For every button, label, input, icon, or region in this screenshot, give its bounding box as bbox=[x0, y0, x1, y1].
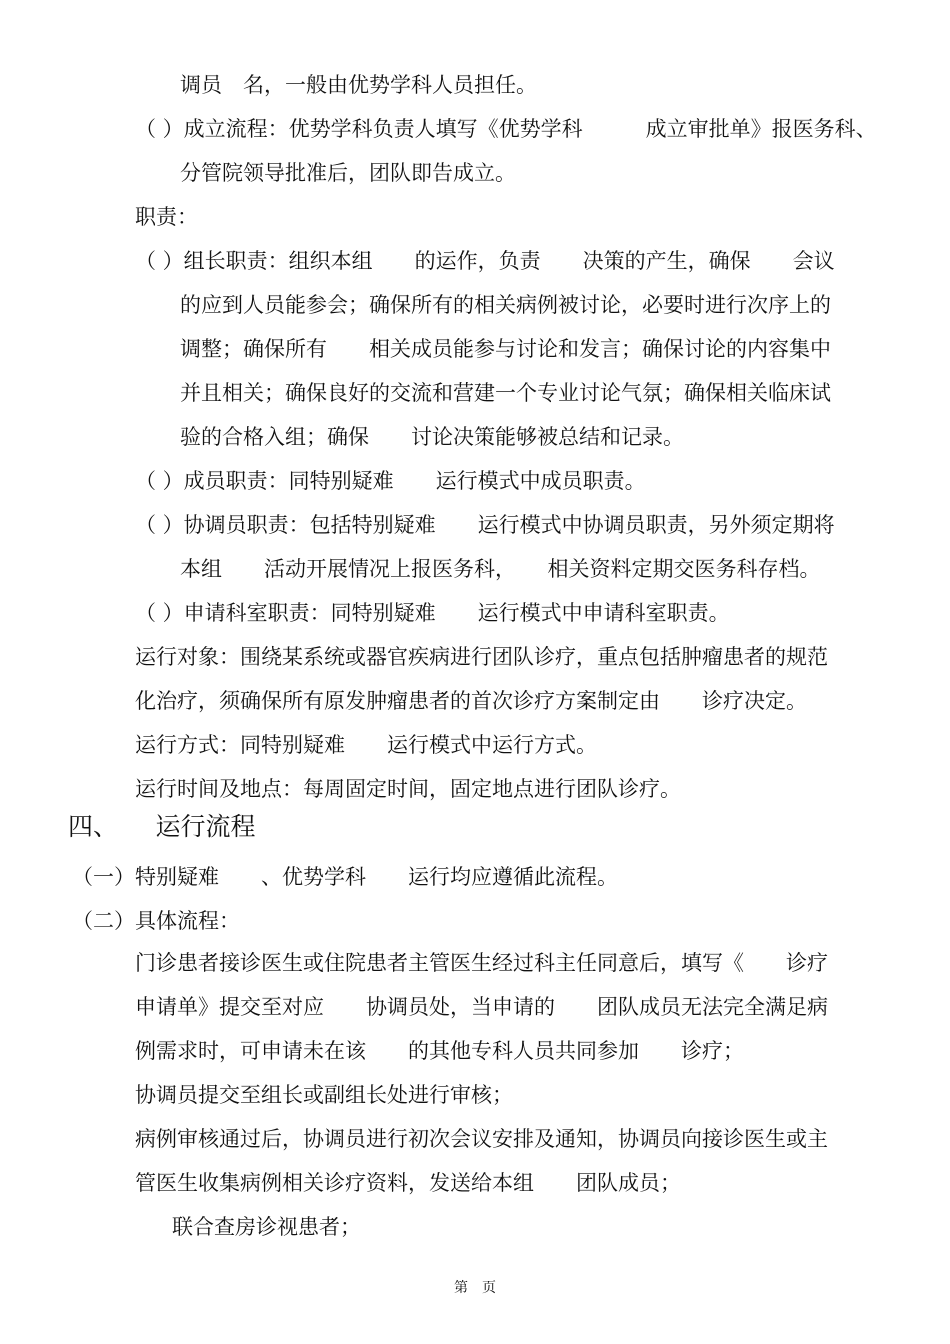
text-line-1: 调员 名，一般由优势学科人员担任。 bbox=[180, 73, 537, 97]
text-line-17: 运行时间及地点：每周固定时间，固定地点进行团队诊疗。 bbox=[135, 777, 681, 801]
text-line-4: 职责： bbox=[135, 205, 198, 229]
text-line-23: 协调员提交至组长或副组长处进行审核； bbox=[135, 1083, 513, 1107]
text-line-9: 验的合格入组；确保 讨论决策能够被总结和记录。 bbox=[180, 425, 684, 449]
text-line-14: 运行对象：围绕某系统或器官疾病进行团队诊疗，重点包括肿瘤患者的规范 bbox=[135, 645, 828, 669]
text-line-3: 分管院领导批准后，团队即告成立。 bbox=[180, 161, 516, 185]
text-line-12: 本组 活动开展情况上报医务科， 相关资料定期交医务科存档。 bbox=[180, 557, 821, 581]
text-line-24: 病例审核通过后，协调员进行初次会议安排及通知，协调员向接诊医生或主 bbox=[135, 1127, 828, 1151]
text-line-11: （ ）协调员职责：包括特别疑难 运行模式中协调员职责，另外须定期将 bbox=[135, 513, 835, 537]
text-line-6: 的应到人员能参会；确保所有的相关病例被讨论，必要时进行次序上的 bbox=[180, 293, 831, 317]
text-line-2: （ ）成立流程：优势学科负责人填写《优势学科 成立审批单》报医务科、 bbox=[135, 117, 877, 141]
text-line-13: （ ）申请科室职责：同特别疑难 运行模式中申请科室职责。 bbox=[135, 601, 730, 625]
text-line-20: 门诊患者接诊医生或住院患者主管医生经过科主任同意后，填写《 诊疗 bbox=[135, 951, 828, 975]
text-line-16: 运行方式：同特别疑难 运行模式中运行方式。 bbox=[135, 733, 597, 757]
text-line-8: 并且相关；确保良好的交流和营建一个专业讨论气氛；确保相关临床试 bbox=[180, 381, 831, 405]
text-line-15: 化治疗，须确保所有原发肿瘤患者的首次诊疗方案制定由 诊疗决定。 bbox=[135, 689, 807, 713]
section-heading: 四、 运行流程 bbox=[68, 812, 256, 841]
text-line-18: （一）特别疑难 、优势学科 运行均应遵循此流程。 bbox=[72, 865, 618, 889]
text-line-7: 调整；确保所有 相关成员能参与讨论和发言；确保讨论的内容集中 bbox=[180, 337, 831, 361]
page-footer: 第 页 bbox=[454, 1280, 496, 1296]
text-line-10: （ ）成员职责：同特别疑难 运行模式中成员职责。 bbox=[135, 469, 646, 493]
text-line-22: 例需求时，可申请未在该 的其他专科人员共同参加 诊疗； bbox=[135, 1039, 744, 1063]
text-line-19: （二）具体流程： bbox=[72, 909, 240, 933]
text-line-25: 管医生收集病例相关诊疗资料，发送给本组 团队成员； bbox=[135, 1171, 681, 1195]
text-line-26: 联合查房诊视患者； bbox=[172, 1215, 361, 1239]
text-line-5: （ ）组长职责：组织本组 的运作，负责 决策的产生，确保 会议 bbox=[135, 249, 835, 273]
text-line-21: 申请单》提交至对应 协调员处，当申请的 团队成员无法完全满足病 bbox=[135, 995, 828, 1019]
